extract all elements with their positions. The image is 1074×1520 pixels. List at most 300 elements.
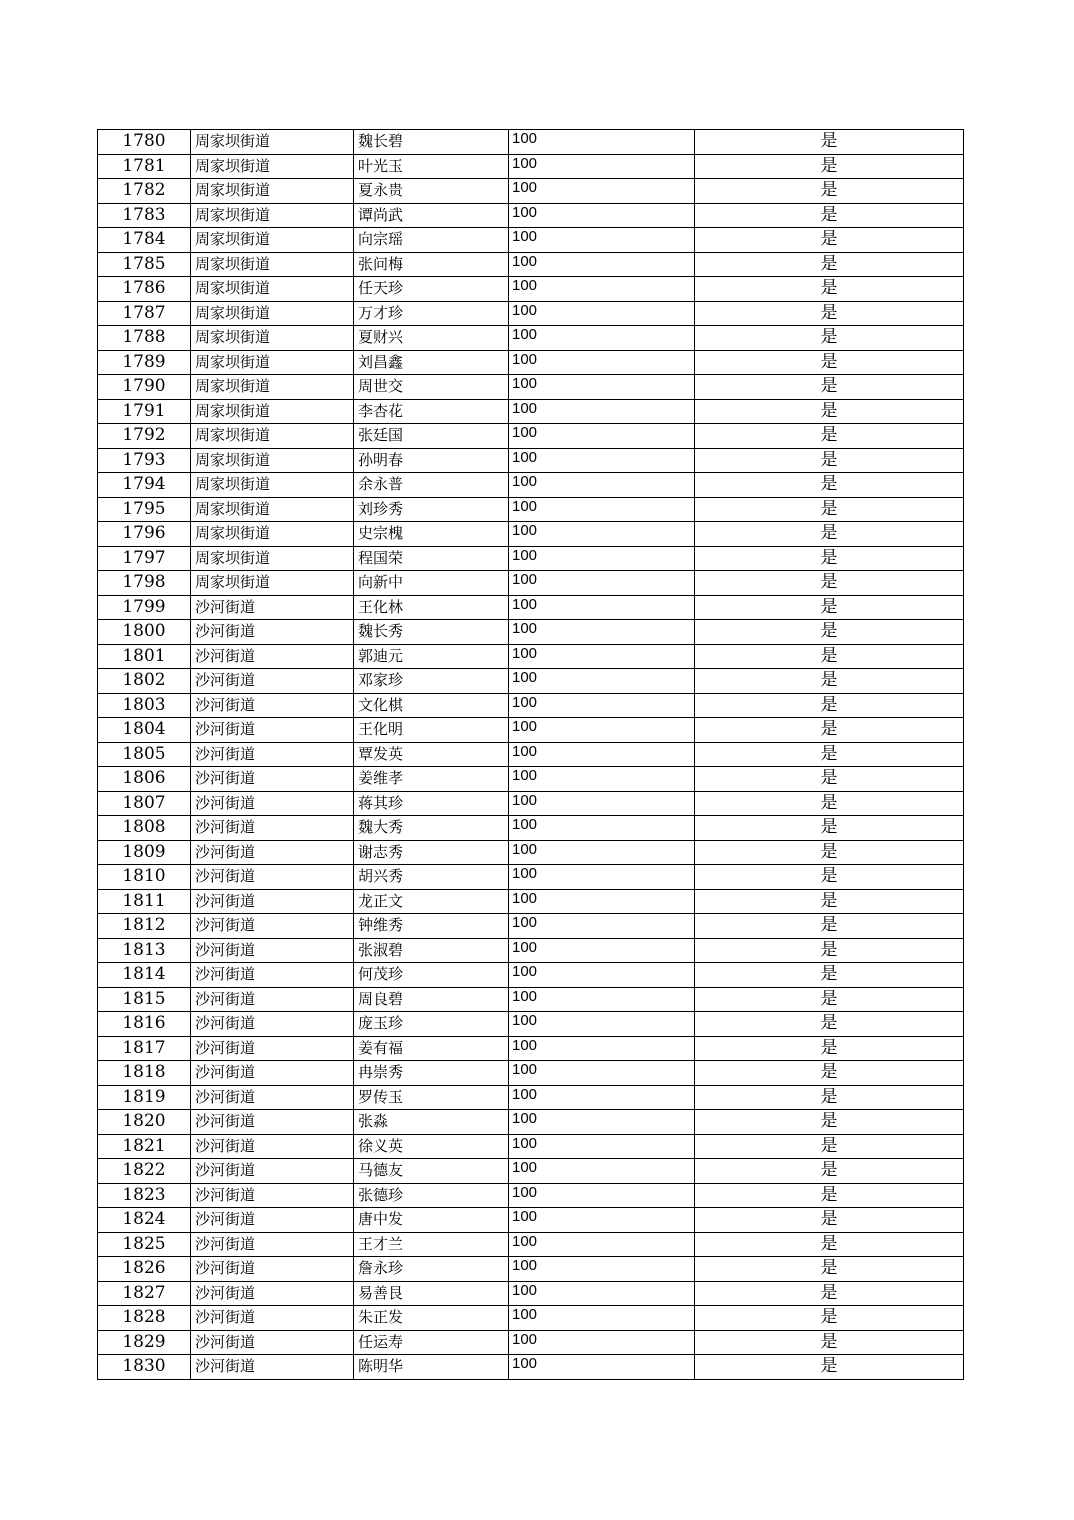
person-name-cell: 向新中 [354,571,509,596]
amount-cell: 100 [509,448,695,473]
amount-cell: 100 [509,1281,695,1306]
person-name-cell: 姜维孝 [354,767,509,792]
amount-cell: 100 [509,473,695,498]
table-row [98,914,964,939]
status-cell: 是 [695,1134,964,1159]
status-cell: 是 [695,301,964,326]
table-row [98,375,964,400]
row-number-cell: 1810 [98,865,191,890]
table-row [98,326,964,351]
person-name-cell: 文化棋 [354,693,509,718]
amount-cell: 100 [509,840,695,865]
person-name-cell: 陈明华 [354,1355,509,1380]
table-row [98,350,964,375]
row-number-cell: 1785 [98,252,191,277]
street-cell: 沙河街道 [191,987,354,1012]
row-number-cell: 1813 [98,938,191,963]
status-cell: 是 [695,644,964,669]
status-cell: 是 [695,571,964,596]
street-cell: 周家坝街道 [191,277,354,302]
status-cell: 是 [695,669,964,694]
amount-cell: 100 [509,277,695,302]
person-name-cell: 谢志秀 [354,840,509,865]
person-name-cell: 张淼 [354,1110,509,1135]
status-cell: 是 [695,179,964,204]
person-name-cell: 罗传玉 [354,1085,509,1110]
table-row [98,228,964,253]
table-row [98,179,964,204]
table-row [98,1257,964,1282]
row-number-cell: 1819 [98,1085,191,1110]
status-cell: 是 [695,1085,964,1110]
row-number-cell: 1808 [98,816,191,841]
amount-cell: 100 [509,1330,695,1355]
street-cell: 周家坝街道 [191,473,354,498]
person-name-cell: 王化林 [354,595,509,620]
status-cell: 是 [695,497,964,522]
amount-cell: 100 [509,375,695,400]
person-name-cell: 冉崇秀 [354,1061,509,1086]
street-cell: 沙河街道 [191,889,354,914]
status-cell: 是 [695,522,964,547]
table-row [98,938,964,963]
street-cell: 沙河街道 [191,865,354,890]
amount-cell: 100 [509,816,695,841]
amount-cell: 100 [509,669,695,694]
table-row [98,1110,964,1135]
amount-cell: 100 [509,326,695,351]
row-number-cell: 1829 [98,1330,191,1355]
status-cell: 是 [695,718,964,743]
table-row [98,840,964,865]
status-cell: 是 [695,1330,964,1355]
amount-cell: 100 [509,228,695,253]
amount-cell: 100 [509,987,695,1012]
status-cell: 是 [695,595,964,620]
amount-cell: 100 [509,252,695,277]
status-cell: 是 [695,546,964,571]
street-cell: 周家坝街道 [191,252,354,277]
status-cell: 是 [695,889,964,914]
person-name-cell: 谭尚武 [354,203,509,228]
row-number-cell: 1816 [98,1012,191,1037]
person-name-cell: 周良碧 [354,987,509,1012]
amount-cell: 100 [509,718,695,743]
row-number-cell: 1781 [98,154,191,179]
amount-cell: 100 [509,1110,695,1135]
person-name-cell: 夏永贵 [354,179,509,204]
status-cell: 是 [695,791,964,816]
person-name-cell: 李杏花 [354,399,509,424]
amount-cell: 100 [509,546,695,571]
row-number-cell: 1812 [98,914,191,939]
person-name-cell: 张德珍 [354,1183,509,1208]
amount-cell: 100 [509,1085,695,1110]
row-number-cell: 1780 [98,130,191,155]
street-cell: 周家坝街道 [191,522,354,547]
street-cell: 沙河街道 [191,693,354,718]
table-row [98,1134,964,1159]
table-row [98,203,964,228]
data-table [97,129,964,1380]
row-number-cell: 1786 [98,277,191,302]
row-number-cell: 1818 [98,1061,191,1086]
row-number-cell: 1789 [98,350,191,375]
row-number-cell: 1825 [98,1232,191,1257]
amount-cell: 100 [509,889,695,914]
status-cell: 是 [695,473,964,498]
status-cell: 是 [695,228,964,253]
table-row [98,522,964,547]
street-cell: 沙河街道 [191,840,354,865]
amount-cell: 100 [509,1036,695,1061]
street-cell: 沙河街道 [191,718,354,743]
street-cell: 沙河街道 [191,1134,354,1159]
row-number-cell: 1791 [98,399,191,424]
street-cell: 沙河街道 [191,1183,354,1208]
person-name-cell: 任运寿 [354,1330,509,1355]
person-name-cell: 朱正发 [354,1306,509,1331]
row-number-cell: 1801 [98,644,191,669]
status-cell: 是 [695,767,964,792]
person-name-cell: 魏大秀 [354,816,509,841]
row-number-cell: 1807 [98,791,191,816]
person-name-cell: 向宗瑶 [354,228,509,253]
person-name-cell: 邓家珍 [354,669,509,694]
row-number-cell: 1797 [98,546,191,571]
street-cell: 周家坝街道 [191,179,354,204]
row-number-cell: 1830 [98,1355,191,1380]
amount-cell: 100 [509,350,695,375]
table-row [98,987,964,1012]
table-row [98,1281,964,1306]
status-cell: 是 [695,326,964,351]
status-cell: 是 [695,252,964,277]
status-cell: 是 [695,1232,964,1257]
street-cell: 沙河街道 [191,938,354,963]
person-name-cell: 史宗槐 [354,522,509,547]
person-name-cell: 胡兴秀 [354,865,509,890]
person-name-cell: 王才兰 [354,1232,509,1257]
amount-cell: 100 [509,497,695,522]
table-row [98,277,964,302]
amount-cell: 100 [509,1208,695,1233]
person-name-cell: 周世交 [354,375,509,400]
table-row [98,620,964,645]
street-cell: 沙河街道 [191,644,354,669]
street-cell: 沙河街道 [191,1281,354,1306]
amount-cell: 100 [509,914,695,939]
person-name-cell: 万才珍 [354,301,509,326]
status-cell: 是 [695,1012,964,1037]
table-row [98,791,964,816]
status-cell: 是 [695,1306,964,1331]
row-number-cell: 1795 [98,497,191,522]
row-number-cell: 1803 [98,693,191,718]
row-number-cell: 1794 [98,473,191,498]
row-number-cell: 1827 [98,1281,191,1306]
status-cell: 是 [695,865,964,890]
status-cell: 是 [695,1355,964,1380]
street-cell: 沙河街道 [191,1061,354,1086]
street-cell: 沙河街道 [191,791,354,816]
person-name-cell: 徐义英 [354,1134,509,1159]
person-name-cell: 姜有福 [354,1036,509,1061]
amount-cell: 100 [509,1306,695,1331]
person-name-cell: 刘昌鑫 [354,350,509,375]
person-name-cell: 钟维秀 [354,914,509,939]
row-number-cell: 1806 [98,767,191,792]
amount-cell: 100 [509,938,695,963]
table-row [98,301,964,326]
amount-cell: 100 [509,693,695,718]
table-row [98,1061,964,1086]
amount-cell: 100 [509,522,695,547]
table-row [98,154,964,179]
table-row [98,816,964,841]
street-cell: 沙河街道 [191,1159,354,1184]
amount-cell: 100 [509,620,695,645]
status-cell: 是 [695,154,964,179]
status-cell: 是 [695,1257,964,1282]
amount-cell: 100 [509,595,695,620]
row-number-cell: 1799 [98,595,191,620]
amount-cell: 100 [509,1183,695,1208]
status-cell: 是 [695,203,964,228]
table-row [98,1355,964,1380]
street-cell: 沙河街道 [191,914,354,939]
table-row [98,1208,964,1233]
status-cell: 是 [695,963,964,988]
row-number-cell: 1805 [98,742,191,767]
amount-cell: 100 [509,424,695,449]
amount-cell: 100 [509,1012,695,1037]
status-cell: 是 [695,938,964,963]
table-row [98,473,964,498]
amount-cell: 100 [509,130,695,155]
table-row [98,571,964,596]
person-name-cell: 易善艮 [354,1281,509,1306]
status-cell: 是 [695,399,964,424]
person-name-cell: 龙正文 [354,889,509,914]
table-row [98,767,964,792]
row-number-cell: 1793 [98,448,191,473]
row-number-cell: 1811 [98,889,191,914]
row-number-cell: 1787 [98,301,191,326]
status-cell: 是 [695,1183,964,1208]
table-body [98,130,964,1380]
person-name-cell: 孙明春 [354,448,509,473]
row-number-cell: 1792 [98,424,191,449]
street-cell: 沙河街道 [191,1257,354,1282]
status-cell: 是 [695,350,964,375]
person-name-cell: 唐中发 [354,1208,509,1233]
person-name-cell: 魏长碧 [354,130,509,155]
street-cell: 周家坝街道 [191,571,354,596]
status-cell: 是 [695,742,964,767]
street-cell: 沙河街道 [191,767,354,792]
row-number-cell: 1828 [98,1306,191,1331]
street-cell: 沙河街道 [191,742,354,767]
person-name-cell: 叶光玉 [354,154,509,179]
row-number-cell: 1823 [98,1183,191,1208]
table-row [98,718,964,743]
street-cell: 周家坝街道 [191,546,354,571]
table-row [98,963,964,988]
row-number-cell: 1788 [98,326,191,351]
street-cell: 周家坝街道 [191,154,354,179]
person-name-cell: 任天珍 [354,277,509,302]
person-name-cell: 张廷国 [354,424,509,449]
amount-cell: 100 [509,179,695,204]
row-number-cell: 1822 [98,1159,191,1184]
table-row [98,1232,964,1257]
status-cell: 是 [695,840,964,865]
table-row [98,595,964,620]
street-cell: 沙河街道 [191,669,354,694]
person-name-cell: 郭迪元 [354,644,509,669]
row-number-cell: 1798 [98,571,191,596]
person-name-cell: 王化明 [354,718,509,743]
amount-cell: 100 [509,1355,695,1380]
table-row [98,742,964,767]
status-cell: 是 [695,914,964,939]
street-cell: 沙河街道 [191,1355,354,1380]
row-number-cell: 1815 [98,987,191,1012]
amount-cell: 100 [509,791,695,816]
street-cell: 周家坝街道 [191,497,354,522]
street-cell: 沙河街道 [191,1306,354,1331]
row-number-cell: 1821 [98,1134,191,1159]
table-row [98,1306,964,1331]
status-cell: 是 [695,1061,964,1086]
table-row [98,1330,964,1355]
street-cell: 沙河街道 [191,1036,354,1061]
table-row [98,130,964,155]
table-row [98,1085,964,1110]
table-row [98,497,964,522]
table-row [98,546,964,571]
person-name-cell: 庞玉珍 [354,1012,509,1037]
table-row [98,865,964,890]
table-row [98,1159,964,1184]
amount-cell: 100 [509,1134,695,1159]
amount-cell: 100 [509,301,695,326]
street-cell: 沙河街道 [191,1330,354,1355]
street-cell: 周家坝街道 [191,350,354,375]
street-cell: 沙河街道 [191,1208,354,1233]
street-cell: 沙河街道 [191,963,354,988]
street-cell: 周家坝街道 [191,301,354,326]
row-number-cell: 1820 [98,1110,191,1135]
row-number-cell: 1802 [98,669,191,694]
table-row [98,1036,964,1061]
amount-cell: 100 [509,154,695,179]
person-name-cell: 张淑碧 [354,938,509,963]
amount-cell: 100 [509,1159,695,1184]
row-number-cell: 1809 [98,840,191,865]
row-number-cell: 1826 [98,1257,191,1282]
status-cell: 是 [695,277,964,302]
street-cell: 沙河街道 [191,816,354,841]
row-number-cell: 1817 [98,1036,191,1061]
person-name-cell: 余永普 [354,473,509,498]
status-cell: 是 [695,987,964,1012]
status-cell: 是 [695,424,964,449]
status-cell: 是 [695,448,964,473]
table-row [98,669,964,694]
table-row [98,693,964,718]
person-name-cell: 魏长秀 [354,620,509,645]
status-cell: 是 [695,375,964,400]
table-row [98,424,964,449]
amount-cell: 100 [509,963,695,988]
table-row [98,1012,964,1037]
row-number-cell: 1783 [98,203,191,228]
amount-cell: 100 [509,203,695,228]
person-name-cell: 夏财兴 [354,326,509,351]
table-row [98,448,964,473]
status-cell: 是 [695,130,964,155]
street-cell: 沙河街道 [191,620,354,645]
amount-cell: 100 [509,644,695,669]
row-number-cell: 1824 [98,1208,191,1233]
amount-cell: 100 [509,1257,695,1282]
row-number-cell: 1790 [98,375,191,400]
amount-cell: 100 [509,742,695,767]
table-row [98,399,964,424]
street-cell: 沙河街道 [191,1085,354,1110]
person-name-cell: 覃发英 [354,742,509,767]
person-name-cell: 蒋其珍 [354,791,509,816]
status-cell: 是 [695,1159,964,1184]
status-cell: 是 [695,693,964,718]
row-number-cell: 1814 [98,963,191,988]
table-row [98,889,964,914]
person-name-cell: 刘珍秀 [354,497,509,522]
table-row [98,252,964,277]
street-cell: 周家坝街道 [191,424,354,449]
amount-cell: 100 [509,571,695,596]
street-cell: 周家坝街道 [191,326,354,351]
street-cell: 周家坝街道 [191,228,354,253]
person-name-cell: 詹永珍 [354,1257,509,1282]
street-cell: 沙河街道 [191,595,354,620]
street-cell: 周家坝街道 [191,203,354,228]
status-cell: 是 [695,1110,964,1135]
amount-cell: 100 [509,865,695,890]
amount-cell: 100 [509,767,695,792]
street-cell: 周家坝街道 [191,375,354,400]
row-number-cell: 1782 [98,179,191,204]
row-number-cell: 1796 [98,522,191,547]
street-cell: 沙河街道 [191,1232,354,1257]
status-cell: 是 [695,816,964,841]
street-cell: 沙河街道 [191,1012,354,1037]
amount-cell: 100 [509,1232,695,1257]
person-name-cell: 何茂珍 [354,963,509,988]
status-cell: 是 [695,1036,964,1061]
person-name-cell: 马德友 [354,1159,509,1184]
person-name-cell: 程国荣 [354,546,509,571]
status-cell: 是 [695,1208,964,1233]
row-number-cell: 1800 [98,620,191,645]
table-row [98,1183,964,1208]
table-row [98,644,964,669]
row-number-cell: 1804 [98,718,191,743]
street-cell: 沙河街道 [191,1110,354,1135]
street-cell: 周家坝街道 [191,448,354,473]
